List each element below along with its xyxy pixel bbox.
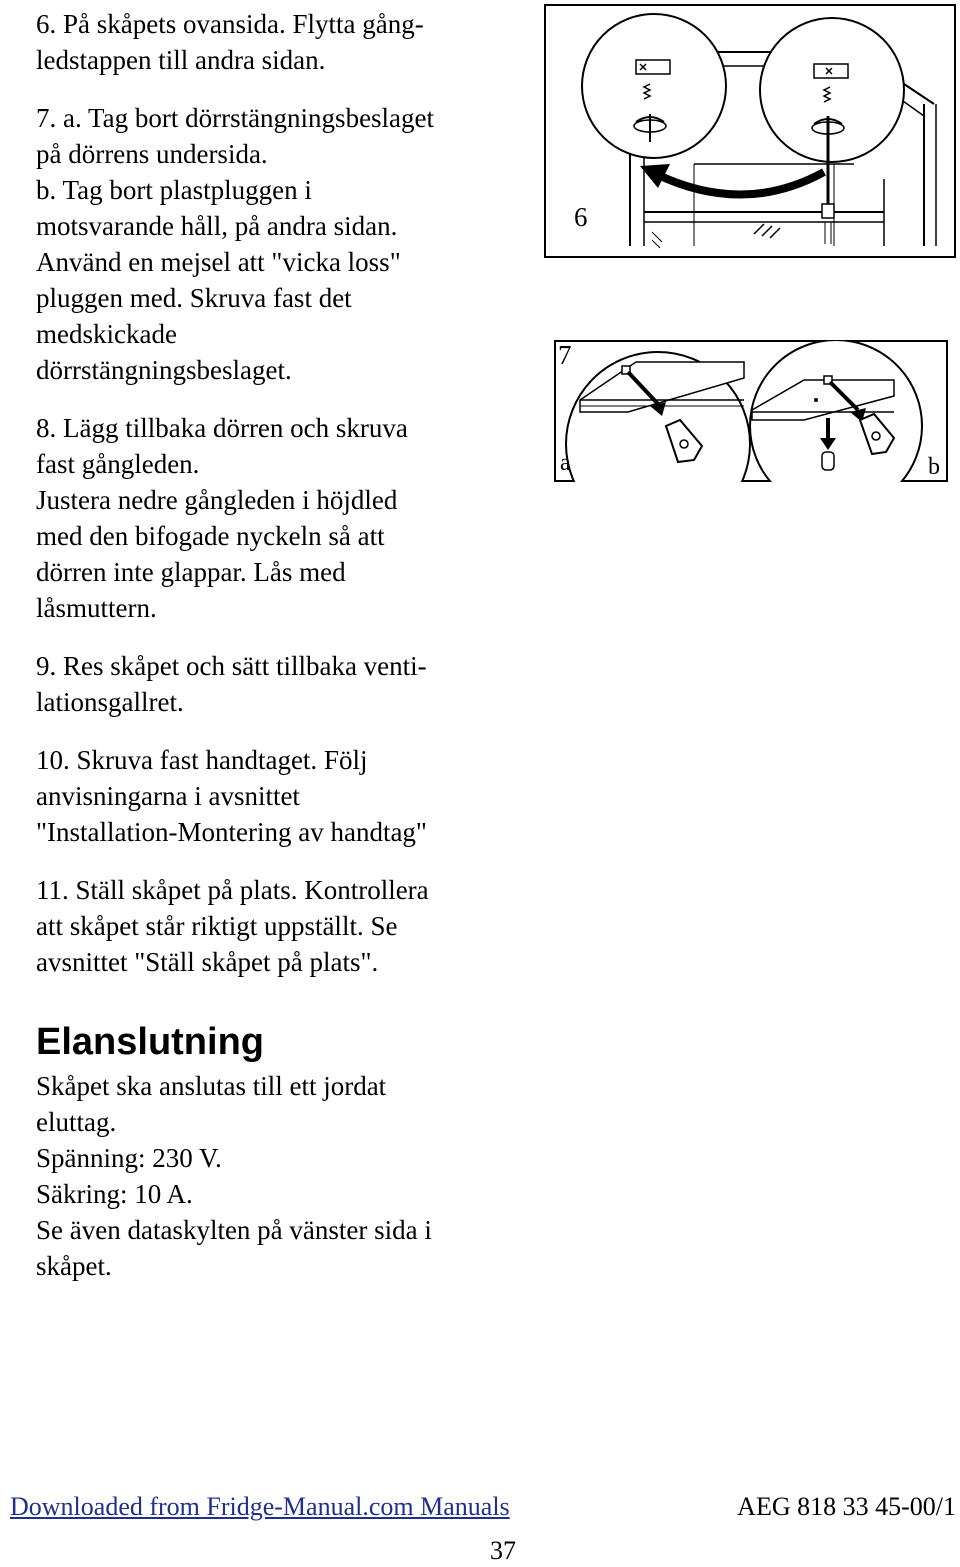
- step-8-line: Justera nedre gångleden i höjdled: [36, 485, 398, 515]
- figure-7-number: 7: [558, 340, 572, 370]
- model-number: AEG 818 33 45-00/1: [737, 1492, 956, 1521]
- step-7-line: 7. a. Tag bort dörrstängningsbeslaget: [36, 103, 435, 133]
- step-7-line: på dörrens undersida.: [36, 139, 268, 169]
- step-10-line: "Installation-Montering av handtag": [36, 817, 427, 847]
- step-8-line: fast gångleden.: [36, 449, 200, 479]
- step-7-line: dörrstängningsbeslaget.: [36, 355, 292, 385]
- step-11-line: 11. Ställ skåpet på plats. Kontrollera: [36, 875, 429, 905]
- electrical-line: Se även dataskylten på vänster sida i: [36, 1215, 432, 1245]
- step-11-line: avsnittet "Ställ skåpet på plats".: [36, 947, 379, 977]
- electrical-paragraph: [36, 1068, 536, 1284]
- step-8-line: med den bifogade nyckeln så att: [36, 521, 385, 551]
- figure-7-label-a: a: [560, 450, 571, 476]
- step-11: [36, 872, 536, 980]
- electrical-line: eluttag.: [36, 1107, 117, 1137]
- electrical-line: skåpet.: [36, 1251, 112, 1281]
- step-8-line: låsmuttern.: [36, 593, 157, 623]
- electrical-line: Säkring: 10 A.: [36, 1179, 193, 1209]
- step-8-line: 8. Lägg tillbaka dörren och skruva: [36, 413, 408, 443]
- step-7-line: Använd en mejsel att "vicka loss": [36, 247, 401, 277]
- step-6-line: 6. På skåpets ovansida. Flytta gång-: [36, 9, 424, 39]
- step-8: [36, 410, 536, 626]
- electrical-text: [36, 1068, 536, 1284]
- step-7-line: b. Tag bort plastpluggen i: [36, 175, 312, 205]
- step-7-line: medskickade: [36, 319, 177, 349]
- step-7-line: motsvarande håll, på andra sidan.: [36, 211, 398, 241]
- step-6: [36, 6, 536, 78]
- step-10-line: 10. Skruva fast handtaget. Följ: [36, 745, 368, 775]
- figure-7-door-bracket: [554, 340, 948, 482]
- step-9: [36, 648, 536, 720]
- step-9-line: 9. Res skåpet och sätt tillbaka venti-: [36, 651, 427, 681]
- step-6-line: ledstappen till andra sidan.: [36, 45, 326, 75]
- figure-6-number: 6: [574, 202, 588, 232]
- section-heading-electrical: Elanslutning: [36, 1021, 264, 1063]
- electrical-line: Skåpet ska anslutas till ett jordat: [36, 1071, 387, 1101]
- step-7-line: pluggen med. Skruva fast det: [36, 283, 352, 313]
- step-11-line: att skåpet står riktigt uppställt. Se: [36, 911, 398, 941]
- step-9-line: lationsgallret.: [36, 687, 184, 717]
- download-source-link[interactable]: Downloaded from Fridge-Manual.com Manuals: [10, 1492, 510, 1521]
- step-8-line: dörren inte glappar. Lås med: [36, 557, 346, 587]
- figure-6-illustration: [544, 4, 956, 258]
- step-10-line: anvisningarna i avsnittet: [36, 781, 300, 811]
- step-7: [36, 100, 536, 388]
- figure-7-illustration: [554, 340, 948, 482]
- instructions-column: [36, 6, 536, 980]
- electrical-line: Spänning: 230 V.: [36, 1143, 222, 1173]
- page-number: 37: [490, 1536, 516, 1565]
- figure-7-label-b: b: [928, 454, 940, 480]
- figure-6-hinge-pin: [544, 4, 956, 258]
- step-10: [36, 742, 536, 850]
